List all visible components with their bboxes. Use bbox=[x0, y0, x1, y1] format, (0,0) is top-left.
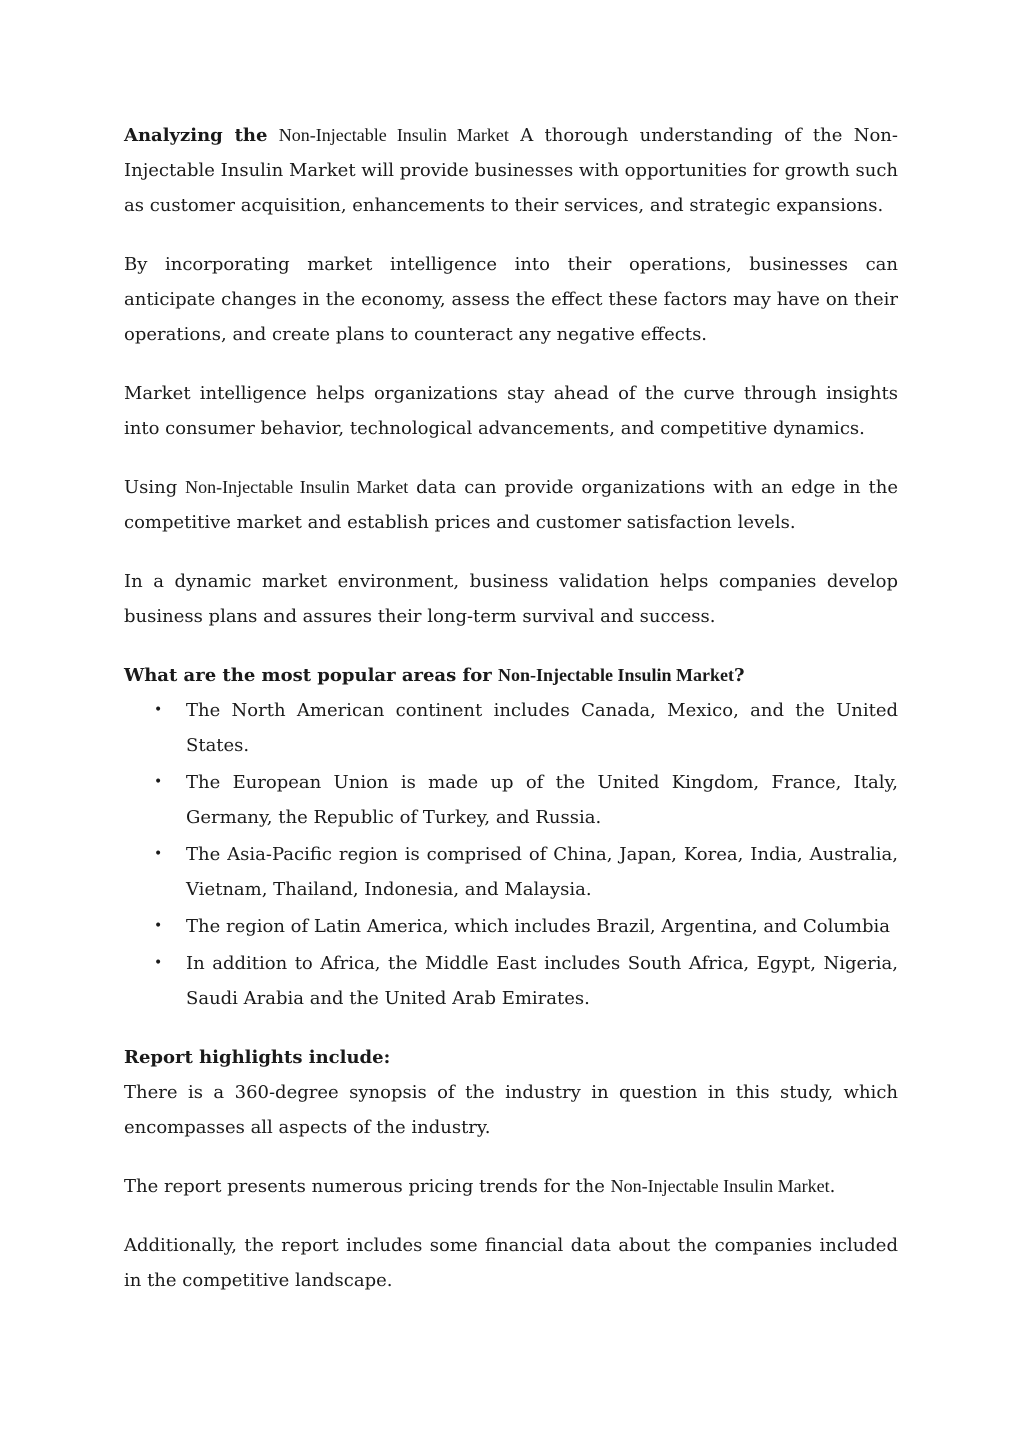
list-item bbox=[124, 837, 898, 907]
h2-end: . bbox=[829, 1176, 836, 1197]
p3-end: data can provide organizations with an edge in the competitive market and establish prices and customer satisfaction levels. bbox=[124, 477, 898, 533]
list-item-text: The region of Latin America, which includes Brazil, Argentina, and Columbia bbox=[186, 916, 891, 937]
h2-market-name: Non-Injectable Insulin Market bbox=[610, 1176, 830, 1196]
list-item bbox=[124, 765, 898, 835]
regions-list bbox=[124, 693, 898, 1016]
paragraph-market-intelligence: By incorporating market intelligence into their operations, businesses can anticipate changes in the economy, assess the effect these factors may have on their operations, and create plans to counteract any negative effects. bbox=[124, 254, 898, 345]
paragraph-business-validation: In a dynamic market environment, business validation helps companies develop business plans and assures their long-term survival and success. bbox=[124, 571, 898, 627]
bullet-icon: • bbox=[154, 955, 163, 971]
p3-start: Using bbox=[124, 477, 178, 498]
paragraph-market-data bbox=[124, 470, 898, 540]
regions-heading-start: What are the most popular areas for bbox=[124, 665, 492, 686]
bullet-icon: • bbox=[154, 774, 163, 790]
highlight-synopsis: There is a 360-degree synopsis of the industry in question in this study, which encompasses all aspects of the industry. bbox=[124, 1082, 898, 1138]
p3-market-name: Non-Injectable Insulin Market bbox=[185, 477, 409, 497]
highlights-heading: Report highlights include: bbox=[124, 1047, 391, 1068]
list-item bbox=[124, 909, 898, 944]
regions-heading-market: Non-Injectable Insulin Market bbox=[498, 665, 735, 685]
highlight-pricing bbox=[124, 1169, 898, 1204]
list-item-text: In addition to Africa, the Middle East includes South Africa, Egypt, Nigeria, Saudi Arabia and the United Arab Emirates. bbox=[186, 953, 898, 1009]
list-item bbox=[124, 693, 898, 763]
intro-market-name: Non-Injectable Insulin Market bbox=[278, 125, 509, 145]
h2-start: The report presents numerous pricing trends for the bbox=[124, 1176, 605, 1197]
bullet-icon: • bbox=[154, 918, 163, 934]
highlight-financial: Additionally, the report includes some financial data about the companies included in the competitive landscape. bbox=[124, 1235, 898, 1291]
intro-paragraph bbox=[124, 118, 898, 223]
list-item bbox=[124, 946, 898, 1016]
list-item-text: The North American continent includes Canada, Mexico, and the United States. bbox=[186, 700, 898, 756]
list-item-text: The Asia-Pacific region is comprised of China, Japan, Korea, India, Australia, Vietnam, Thailand, Indonesia, and Malaysia. bbox=[186, 844, 898, 900]
list-item-text: The European Union is made up of the United Kingdom, France, Italy, Germany, the Republic of Turkey, and Russia. bbox=[186, 772, 898, 828]
bullet-icon: • bbox=[154, 702, 163, 718]
intro-lead-bold: Analyzing the bbox=[124, 125, 268, 146]
regions-heading bbox=[124, 658, 898, 693]
intro-text: A thorough understanding of the Non-Injectable Insulin Market will provide businesses with opportunities for growth such as customer acquisition, enhancements to their services, and strategic expansions. bbox=[124, 125, 898, 216]
document-page bbox=[124, 118, 898, 1298]
bullet-icon: • bbox=[154, 846, 163, 862]
regions-heading-end: ? bbox=[734, 665, 745, 686]
paragraph-stay-ahead: Market intelligence helps organizations stay ahead of the curve through insights into consumer behavior, technological advancements, and competitive dynamics. bbox=[124, 383, 898, 439]
